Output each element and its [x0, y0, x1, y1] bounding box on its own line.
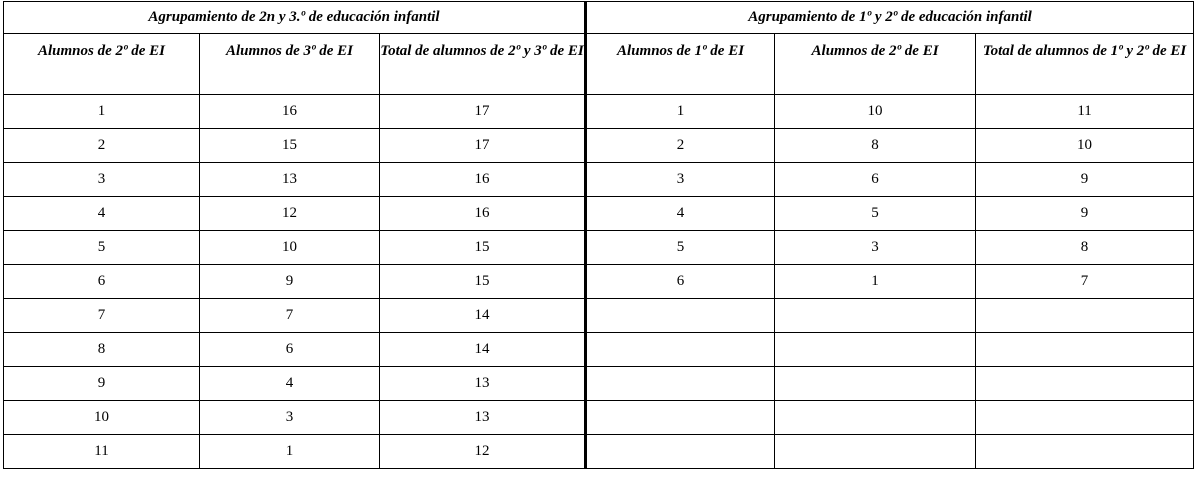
- column-header: Total de alumnos de 2º y 3º de EI: [380, 34, 586, 95]
- table-cell: 7: [200, 299, 380, 333]
- table-cell: 5: [775, 197, 976, 231]
- table-cell: 14: [380, 299, 586, 333]
- table-cell: 3: [4, 163, 200, 197]
- table-row: [4, 435, 1194, 469]
- table-cell: 15: [380, 265, 586, 299]
- group-header-right: Agrupamiento de 1º y 2º de educación infantil: [586, 2, 1194, 34]
- table-cell: 1: [4, 95, 200, 129]
- table-cell: 14: [380, 333, 586, 367]
- table-cell: 13: [380, 367, 586, 401]
- table-cell: 4: [586, 197, 775, 231]
- table-cell: 11: [976, 95, 1194, 129]
- table-cell: [586, 401, 775, 435]
- table-cell: [976, 299, 1194, 333]
- table-cell: [586, 367, 775, 401]
- column-header: Total de alumnos de 1º y 2º de EI: [976, 34, 1194, 95]
- table-cell: [976, 435, 1194, 469]
- table-cell: 15: [380, 231, 586, 265]
- table-cell: 6: [775, 163, 976, 197]
- table-cell: [775, 435, 976, 469]
- table-cell: 8: [976, 231, 1194, 265]
- table-cell: [586, 299, 775, 333]
- table-row: [4, 95, 1194, 129]
- table-cell: 15: [200, 129, 380, 163]
- table-row: [4, 129, 1194, 163]
- column-header: Alumnos de 1º de EI: [586, 34, 775, 95]
- table-cell: [976, 401, 1194, 435]
- table-cell: 13: [200, 163, 380, 197]
- table-cell: 1: [775, 265, 976, 299]
- table-cell: 12: [380, 435, 586, 469]
- table-row: [4, 231, 1194, 265]
- table-cell: 7: [976, 265, 1194, 299]
- group-header-left: Agrupamiento de 2n y 3.º de educación infantil: [4, 2, 586, 34]
- table-cell: 3: [200, 401, 380, 435]
- table-cell: 5: [586, 231, 775, 265]
- table-cell: 2: [586, 129, 775, 163]
- student-grouping-table: [3, 1, 1194, 469]
- table-cell: 4: [4, 197, 200, 231]
- table-cell: 6: [586, 265, 775, 299]
- table-cell: 3: [586, 163, 775, 197]
- table-cell: 6: [4, 265, 200, 299]
- table-cell: 8: [775, 129, 976, 163]
- column-header: Alumnos de 2º de EI: [4, 34, 200, 95]
- table-cell: 16: [200, 95, 380, 129]
- table-cell: 13: [380, 401, 586, 435]
- table-cell: 2: [4, 129, 200, 163]
- table-cell: 17: [380, 129, 586, 163]
- table-cell: 7: [4, 299, 200, 333]
- table-cell: 11: [4, 435, 200, 469]
- table-row: [4, 197, 1194, 231]
- table-row: [4, 367, 1194, 401]
- table-cell: 9: [976, 163, 1194, 197]
- table-cell: 10: [775, 95, 976, 129]
- column-header: Alumnos de 2º de EI: [775, 34, 976, 95]
- table-cell: 16: [380, 197, 586, 231]
- table-cell: [976, 333, 1194, 367]
- table-row: [4, 265, 1194, 299]
- table-body: [4, 95, 1194, 469]
- table-cell: 10: [976, 129, 1194, 163]
- table-cell: [586, 333, 775, 367]
- table-cell: 16: [380, 163, 586, 197]
- table-cell: 8: [4, 333, 200, 367]
- table-cell: 9: [4, 367, 200, 401]
- table-row: [4, 401, 1194, 435]
- table-cell: [775, 333, 976, 367]
- table-row: [4, 299, 1194, 333]
- table-cell: 9: [976, 197, 1194, 231]
- column-header-row: [4, 34, 1194, 95]
- table-cell: 17: [380, 95, 586, 129]
- table-cell: 10: [4, 401, 200, 435]
- table-cell: 6: [200, 333, 380, 367]
- table-cell: [775, 401, 976, 435]
- group-header-row: [4, 2, 1194, 34]
- table-cell: [775, 299, 976, 333]
- table-cell: 10: [200, 231, 380, 265]
- table-cell: 4: [200, 367, 380, 401]
- table-cell: 5: [4, 231, 200, 265]
- table-cell: [586, 435, 775, 469]
- table-cell: 12: [200, 197, 380, 231]
- table-cell: 1: [200, 435, 380, 469]
- table-cell: 9: [200, 265, 380, 299]
- table-row: [4, 163, 1194, 197]
- table-cell: 3: [775, 231, 976, 265]
- column-header: Alumnos de 3º de EI: [200, 34, 380, 95]
- table-cell: 1: [586, 95, 775, 129]
- table-cell: [775, 367, 976, 401]
- table-cell: [976, 367, 1194, 401]
- table-row: [4, 333, 1194, 367]
